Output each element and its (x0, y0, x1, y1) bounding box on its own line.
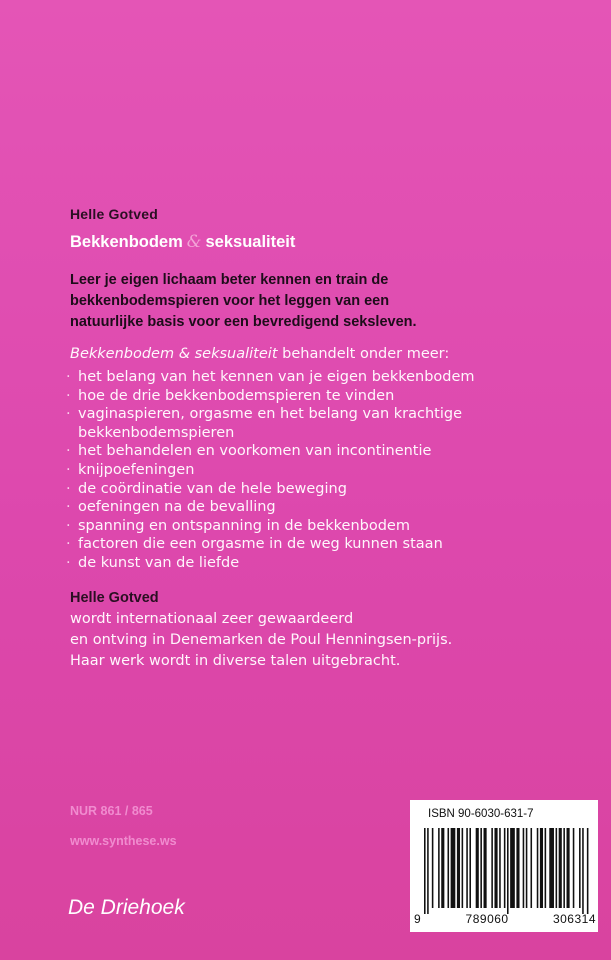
barcode-bar (438, 828, 440, 908)
bio-line: Haar werk wordt in diverse talen uitgebracht. (70, 653, 401, 669)
barcode-bar (462, 828, 464, 908)
barcode-bar (499, 828, 501, 908)
topic-item: · de kunst van de liefde (66, 554, 475, 573)
barcode-bar (494, 828, 497, 908)
barcode-bar (469, 828, 471, 908)
topics-heading-rest: behandelt onder meer: (277, 346, 450, 362)
topic-item: · oefeningen na de bevalling (66, 498, 475, 517)
topics-heading (70, 346, 449, 362)
topic-item: · spanning en ontspanning in de bekkenbodem (66, 517, 475, 536)
title-part-1: Bekkenbodem (70, 233, 183, 251)
barcode-bar (484, 828, 487, 908)
topics-list (66, 368, 475, 573)
barcode-bar (582, 828, 584, 914)
barcode-digit-group: 306314 (552, 912, 596, 926)
intro-paragraph (70, 270, 550, 333)
title-part-2: seksualiteit (205, 233, 296, 251)
topic-item-text: vaginaspieren, orgasme en het belang van krachtige (78, 406, 463, 423)
bio-line (70, 588, 540, 630)
barcode-bar (559, 828, 562, 908)
topic-item: · knijpoefeningen (66, 461, 475, 480)
barcode-bar (573, 828, 575, 908)
barcode-digits (414, 912, 596, 926)
barcode-bar (504, 828, 506, 908)
barcode-bar (579, 828, 581, 908)
barcode-panel (410, 800, 598, 932)
barcode-bar (457, 828, 460, 908)
barcode-bar (466, 828, 468, 908)
barcode-bar (451, 828, 456, 908)
intro-line: bekkenbodemspieren voor het leggen van een (70, 293, 390, 309)
book-title (70, 232, 295, 252)
topic-item: · de coördinatie van de hele beweging (66, 480, 475, 499)
barcode-bar (540, 828, 543, 908)
barcode-bar (510, 828, 515, 908)
author-name: Helle Gotved (70, 206, 158, 222)
barcode-digit-group: 789060 (465, 912, 509, 926)
publisher-url: www.synthese.ws (70, 834, 177, 848)
barcode-bar (587, 828, 589, 914)
topic-item: · het behandelen en voorkomen van incontinentie (66, 442, 475, 461)
barcode-bar (549, 828, 554, 908)
topics-heading-title: Bekkenbodem & seksualiteit (70, 346, 278, 362)
title-ampersand: & (186, 232, 202, 251)
bio-author-name: Helle Gotved (70, 590, 159, 606)
bio-line: en ontving in Denemarken de Poul Henningsen-prijs. (70, 632, 453, 648)
topic-item: · het belang van het kennen van je eigen bekkenbodem (66, 368, 475, 387)
barcode-bar (537, 828, 539, 908)
barcode-bar (526, 828, 528, 908)
barcode-bar (447, 828, 449, 908)
topic-item: · hoe de drie bekkenbodemspieren te vinden (66, 387, 475, 406)
publisher-logo: De Driehoek (68, 896, 185, 919)
barcode-digit-group: 9 (414, 912, 422, 926)
barcode-bar (523, 828, 525, 908)
topic-item: · factoren die een orgasme in de weg kunnen staan (66, 535, 475, 554)
barcode-bar (563, 828, 565, 908)
topic-item (66, 405, 475, 442)
barcode-bar (491, 828, 493, 908)
barcode-bar (516, 828, 519, 908)
isbn-label: ISBN 90-6030-631-7 (428, 808, 534, 820)
nur-code: NUR 861 / 865 (70, 804, 153, 818)
barcode-bar (567, 828, 570, 908)
barcode-bar (427, 828, 429, 914)
author-bio (70, 588, 540, 672)
barcode-bar (530, 828, 532, 908)
barcode-bar (441, 828, 444, 908)
barcode-bar (424, 828, 426, 914)
barcode-bar (476, 828, 479, 908)
topic-item-continuation: bekkenbodemspieren (78, 424, 235, 441)
barcode-bar (556, 828, 558, 908)
barcode-bar (432, 828, 434, 908)
intro-line: Leer je eigen lichaam beter kennen en train de (70, 272, 389, 288)
intro-line: natuurlijke basis voor een bevredigend seksleven. (70, 314, 417, 330)
barcode-bar (507, 828, 509, 914)
barcode-bar (480, 828, 482, 908)
bio-line-1-rest: wordt internationaal zeer gewaardeerd (70, 611, 354, 627)
barcode-icon (424, 828, 590, 914)
barcode-bar (545, 828, 547, 908)
